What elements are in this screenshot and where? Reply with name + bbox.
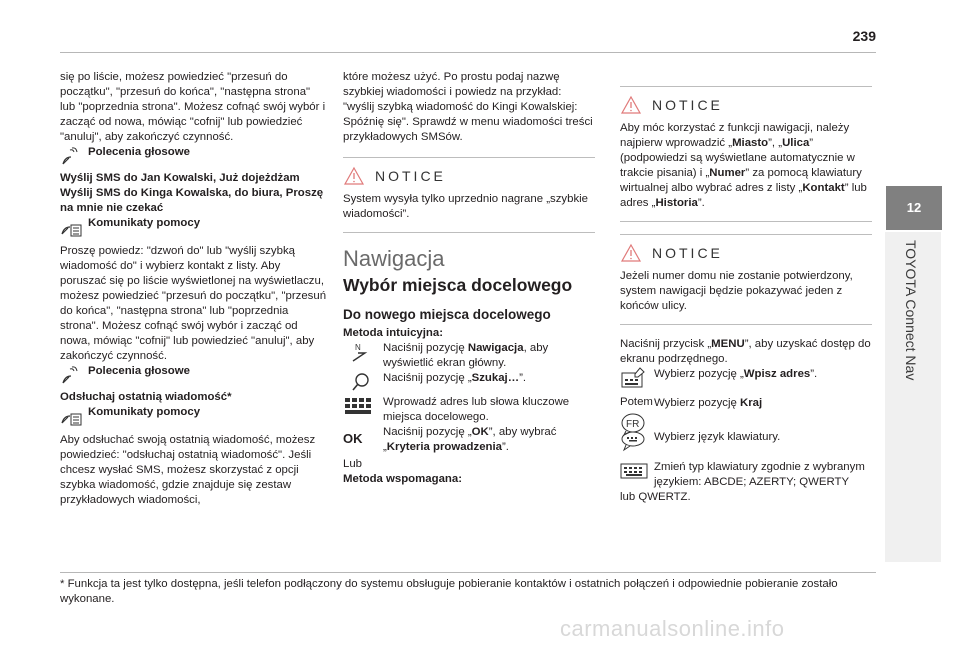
paragraph: Proszę powiedz: "dzwoń do" lub "wyślij szybką wiadomość do" i wybierz kontakt z listy. Aby poruszać się po liście wyświetlonej na wyświetlaczu, możesz powiedzieć "przesuń do początku", "przesuń do końca", "następna strona" lub "poprzednia strona". Możesz cofnąć swój wybór i zacząć od nowa, mówiąc "cofnij" lub powiedzieć "anuluj", aby zakończyć czynność. <box>60 245 327 362</box>
step-row: N Naciśnij pozycję Nawigacja, aby wyświetlić ekran główny. <box>343 341 595 371</box>
notice-box <box>620 234 872 325</box>
warning-icon <box>620 95 642 115</box>
ok-icon: OK <box>343 431 363 446</box>
subsection-heading: Wybór miejsca docelowego <box>343 275 573 295</box>
help-messages-row <box>60 216 328 234</box>
voice-command-icon <box>60 145 82 167</box>
section-heading: Nawigacja <box>343 246 445 271</box>
column-3 <box>620 86 872 505</box>
side-title-bar <box>885 232 941 562</box>
voice-commands-label: Polecenia głosowe <box>88 146 190 158</box>
chapter-tab[interactable]: 12 <box>886 186 942 230</box>
method-label: Metoda wspomagana: <box>343 473 462 485</box>
notice-box <box>343 157 595 233</box>
paragraph: Naciśnij przycisk „MENU”, aby uzyskać dostęp do ekranu podrzędnego. <box>620 338 871 365</box>
topic-heading: Do nowego miejsca docelowego <box>343 307 551 322</box>
paragraph: Aby odsłuchać swoją ostatnią wiadomość, możesz powiedzieć: "odsłuchaj ostatnią wiadomość". Jeśli chcesz wysłać SMS, możesz skorzystać z opcji szybka wiadomość, gdzie znajduje się zestaw przykładowych wiadomości, <box>60 434 316 506</box>
svg-text:FR: FR <box>626 419 640 430</box>
navigation-arrow-icon <box>343 341 377 363</box>
step-row: Wybierz język klawiatury. <box>620 430 872 448</box>
column-2 <box>343 70 595 487</box>
notice-title: NOTICE <box>652 96 723 113</box>
keyboard-icon <box>343 395 377 417</box>
voice-commands-row <box>60 364 328 382</box>
notice-text: Jeżeli numer domu nie zostanie potwierdzony, system nawigacji będzie pokazywać jeden z końców ulicy. <box>620 270 853 312</box>
warning-icon <box>343 166 365 186</box>
footnote-rule <box>60 572 876 573</box>
column-1 <box>60 70 328 508</box>
voice-command-icon <box>60 364 82 386</box>
header-rule <box>60 52 876 53</box>
command-text: Wyślij SMS do Jan Kowalski, Już dojeżdżam Wyślij SMS do Kinga Kowalska, do biura, Proszę na mnie nie czekać <box>60 172 324 214</box>
svg-text:N: N <box>355 343 361 352</box>
search-icon <box>343 371 377 393</box>
footnote: * Funkcja ta jest tylko dostępna, jeśli telefon podłączony do systemu obsługuje pobieranie kontaktów i ostatnich połączeń i odpowiednie pobieranie zostało wykonane. <box>60 578 838 605</box>
page-number: 239 <box>852 28 876 44</box>
help-messages-row <box>60 405 328 423</box>
warning-icon <box>620 243 642 263</box>
notice-title: NOTICE <box>652 244 723 261</box>
step-row: Wprowadź adres lub słowa kluczowe miejsca docelowego. <box>343 395 595 425</box>
step-row: Wybierz pozycję „Wpisz adres”. <box>620 367 872 385</box>
help-messages-icon <box>60 216 82 238</box>
address-entry-icon <box>620 367 648 389</box>
help-messages-label: Komunikaty pomocy <box>88 406 201 418</box>
step-row: OK Naciśnij pozycję „OK”, aby wybrać „Kryteria prowadzenia”. <box>343 426 557 453</box>
voice-commands-label: Polecenia głosowe <box>88 365 190 377</box>
command-text: Odsłuchaj ostatnią wiadomość* <box>60 391 232 403</box>
method-label: Metoda intuicyjna: <box>343 327 443 339</box>
step-row: Wybierz pozycję Kraj <box>654 397 763 409</box>
paragraph: które możesz użyć. Po prostu podaj nazwę szybkiej wiadomości i powiedz na przykład: "wyślij szybką wiadomość do Kingi Kowalskiej: Spóźnię się". Sprawdź w menu wiadomości treści przykładowych SMSów. <box>343 71 593 143</box>
step-row: Zmień typ klawiatury zgodnie z wybranym językiem: ABCDE; AZERTY; QWERTY <box>620 460 872 490</box>
notice-title: NOTICE <box>375 167 446 184</box>
paragraph: się po liście, możesz powiedzieć "przesuń do początku", "przesuń do końca", "następna strona" lub "poprzednia strona". Możesz cofnąć swój wybór i zacząć od nowa, mówiąc "cofnij" lub powiedzieć "anuluj", aby zakończyć czynność. <box>60 71 326 143</box>
notice-box <box>620 86 872 222</box>
side-title: TOYOTA Connect Nav <box>903 240 919 381</box>
help-messages-icon <box>60 405 82 427</box>
alt-label: Lub <box>343 458 363 470</box>
paragraph: Potem <box>620 396 653 408</box>
voice-commands-row <box>60 145 328 163</box>
notice-text: System wysyła tylko uprzednio nagrane „szybkie wiadomości”. <box>343 193 589 220</box>
help-messages-label: Komunikaty pomocy <box>88 217 201 229</box>
paragraph: lub QWERTZ. <box>620 491 691 503</box>
step-row: Naciśnij pozycję „Szukaj…”. <box>343 371 595 389</box>
keyboard-type-icon <box>620 460 648 482</box>
keyboard-language-icon <box>620 430 648 452</box>
watermark: carmanualsonline.info <box>560 616 785 641</box>
notice-text: Aby móc korzystać z funkcji nawigacji, należy najpierw wprowadzić „Miasto”, „Ulica” (podpowiedzi są wyświetlane automatycznie w trakcie pisania) i „Numer” za pomocą klawiatury wirtualnej albo wybrać adres z listy „Kontakt” lub adres „Historia”. <box>620 122 867 209</box>
